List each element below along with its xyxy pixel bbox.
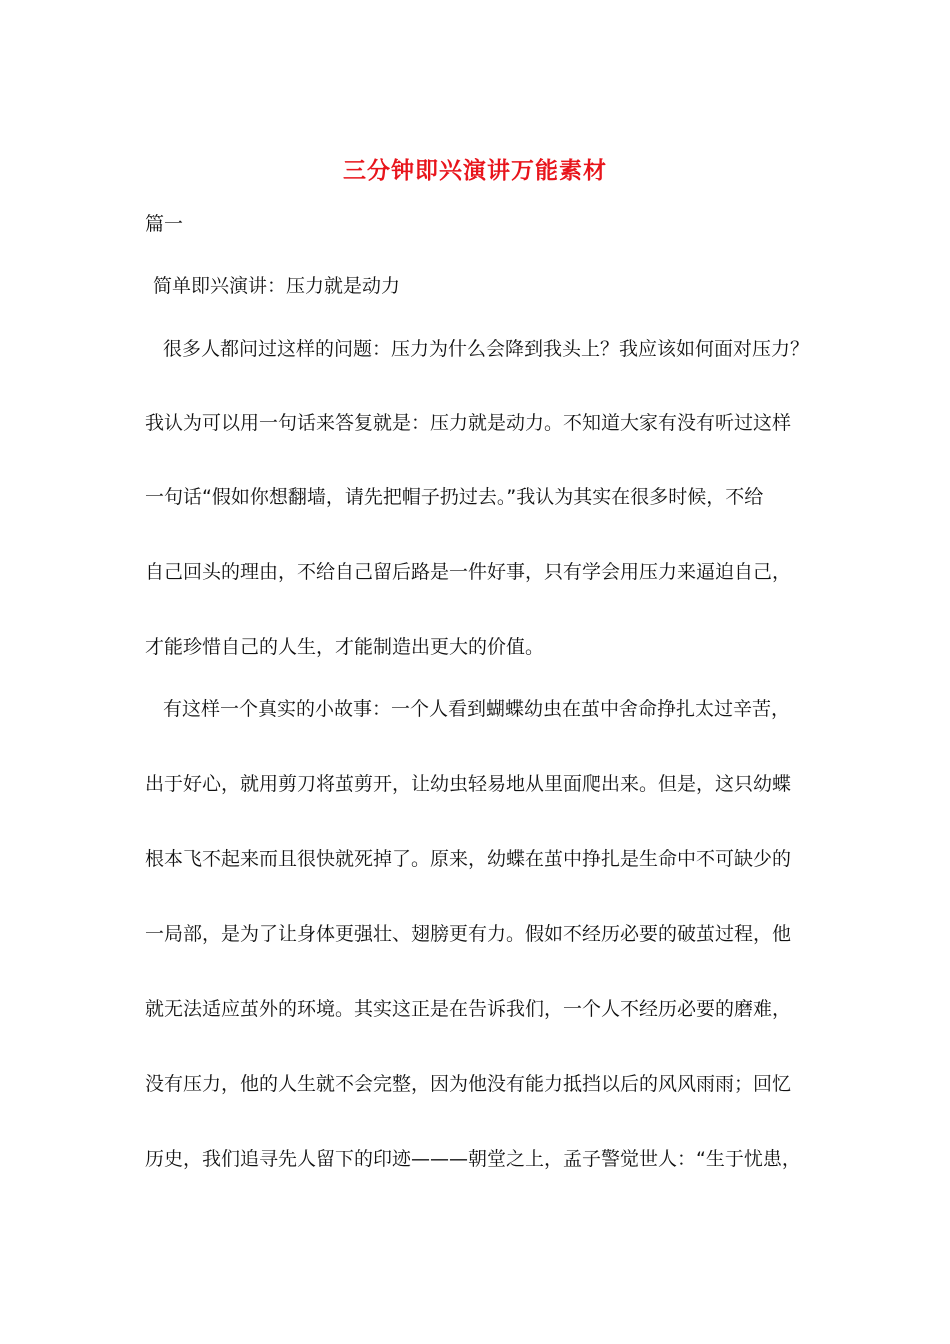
document-title: 三分钟即兴演讲万能素材: [343, 157, 607, 184]
paragraph-line: 自己回头的理由，不给自己留后路是一件好事，只有学会用压力来逼迫自己，: [145, 561, 792, 583]
paragraph-line: 出于好心，就用剪刀将茧剪开，让幼虫轻易地从里面爬出来。但是，这只幼蝶: [145, 773, 792, 795]
paragraph-line: 有这样一个真实的小故事：一个人看到蝴蝶幼虫在茧中舍命挣扎太过辛苦，: [163, 698, 791, 720]
paragraph-line: 没有压力，他的人生就不会完整，因为他没有能力抵挡以后的风风雨雨；回忆: [145, 1073, 792, 1095]
section-heading: 篇一: [145, 213, 184, 235]
speech-subtitle: 简单即兴演讲：压力就是动力: [153, 275, 401, 297]
paragraph-line: 就无法适应茧外的环境。其实这正是在告诉我们，一个人不经历必要的磨难，: [145, 998, 792, 1020]
paragraph-line: 一局部，是为了让身体更强壮、翅膀更有力。假如不经历必要的破茧过程，他: [145, 923, 792, 945]
paragraph-line: 一句话“假如你想翻墙，请先把帽子扔过去。”我认为其实在很多时候，不给: [145, 486, 764, 508]
paragraph-line: 才能珍惜自己的人生，才能制造出更大的价值。: [145, 636, 545, 658]
paragraph-line: 历史，我们追寻先人留下的印迹———朝堂之上，孟子警觉世人：“生于忧患，: [145, 1148, 801, 1170]
paragraph-line: 根本飞不起来而且很快就死掉了。原来，幼蝶在茧中挣扎是生命中不可缺少的: [145, 848, 792, 870]
paragraph-line: 很多人都问过这样的问题：压力为什么会降到我头上？我应该如何面对压力？: [163, 338, 810, 360]
paragraph-line: 我认为可以用一句话来答复就是：压力就是动力。不知道大家有没有听过这样: [145, 412, 792, 434]
